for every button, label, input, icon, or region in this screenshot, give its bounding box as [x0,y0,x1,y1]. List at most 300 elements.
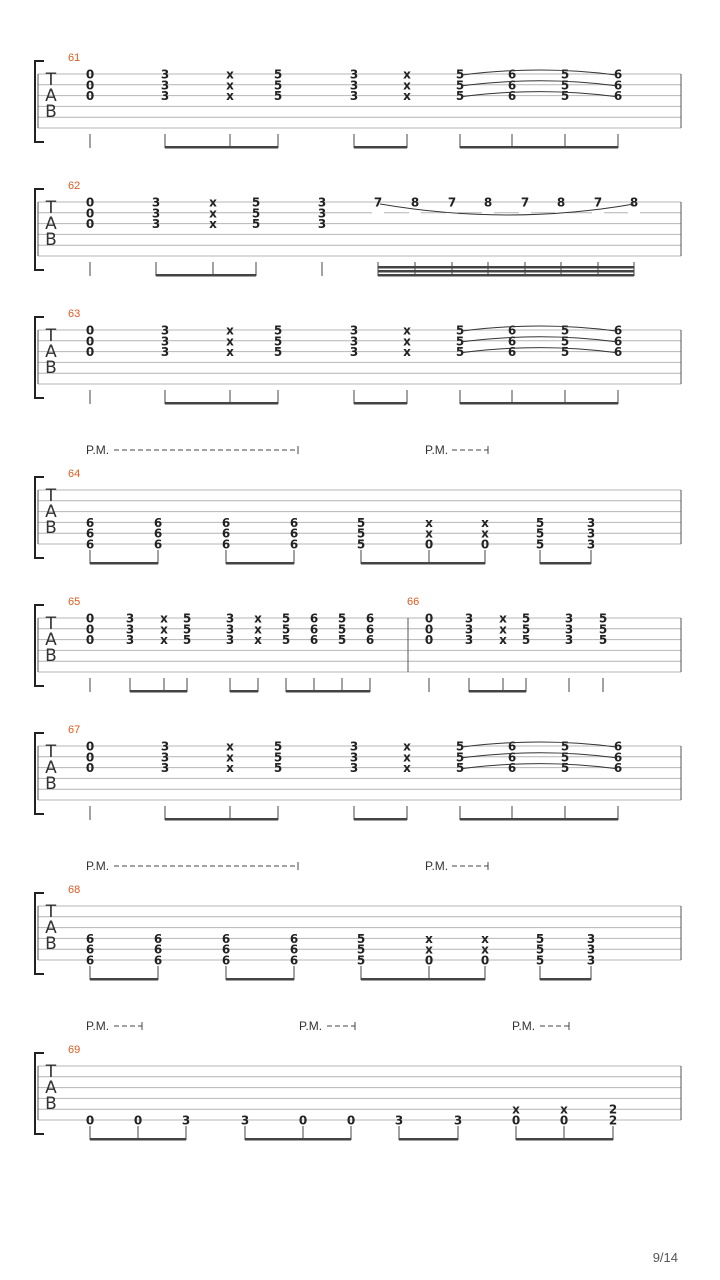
note-beam [460,146,618,149]
fret-number: 6 [289,537,299,552]
fret-number: 5 [273,323,283,338]
tab-clef-letter: B [45,358,57,378]
fret-number: 5 [273,739,283,754]
note-beam [378,274,634,277]
fret-number: 3 [125,611,135,626]
fret-number: 6 [153,953,163,968]
fret-number: 0 [85,195,95,210]
fret-number: 6 [507,323,517,338]
note-beam [460,818,618,821]
system-bracket [35,317,44,398]
fret-number: 3 [586,515,596,530]
fret-number: 6 [613,761,623,776]
fret-number: 6 [613,67,623,82]
fret-number: 6 [365,633,375,648]
fret-number: 0 [85,323,95,338]
fret-number: 3 [125,622,135,637]
fret-number: x [226,739,234,754]
fret-number: 6 [221,515,231,530]
fret-number: 6 [613,739,623,754]
measure-number: 68 [68,884,81,896]
fret-number: 6 [613,750,623,765]
tab-system [35,724,681,821]
tab-clef-letter: B [45,646,57,666]
fret-number: 3 [160,739,170,754]
fret-number: 5 [356,515,366,530]
fret-number: x [403,67,411,82]
fret-number: 3 [464,611,474,626]
fret-number: 3 [317,206,327,221]
note-beam [130,690,187,693]
tab-clef-letter: A [45,502,57,522]
palm-mute-label: P.M. [86,1019,110,1033]
note-beam [361,978,485,981]
fret-number: 3 [349,345,359,360]
fret-number: x [499,622,507,637]
fret-number: 5 [560,750,570,765]
note-beam [90,978,158,981]
fret-number: 5 [535,953,545,968]
tab-clef-letter: T [45,902,57,922]
fret-number: 5 [273,334,283,349]
fret-number: 5 [356,931,366,946]
fret-number: 6 [507,334,517,349]
measure-number: 65 [68,596,81,608]
fret-number: 5 [598,633,608,648]
fret-number: 6 [507,761,517,776]
fret-number: 3 [160,323,170,338]
fret-number: x [209,206,217,221]
fret-number: 6 [221,526,231,541]
fret-number: 6 [85,942,95,957]
fret-number: 2 [608,1102,618,1117]
fret-number: 5 [521,622,531,637]
fret-number: 0 [85,633,95,648]
fret-number: 5 [182,622,192,637]
fret-number: 0 [85,334,95,349]
fret-number: x [254,622,262,637]
fret-number: x [226,761,234,776]
fret-number: 3 [349,67,359,82]
fret-number: x [481,515,489,530]
tab-system [35,308,681,405]
fret-number: 6 [309,611,319,626]
fret-number: 5 [455,334,465,349]
tab-clef-letter: A [45,214,57,234]
fret-number: 3 [151,206,161,221]
fret-number: 0 [85,622,95,637]
fret-number: 0 [133,1113,143,1128]
tab-system [35,180,681,277]
fret-number: 6 [309,622,319,637]
tab-clef-letter: B [45,934,57,954]
fret-number: 5 [251,195,261,210]
fret-number: 5 [337,611,347,626]
fret-number: 6 [613,345,623,360]
fret-number: 5 [535,537,545,552]
measure-number: 61 [68,52,81,64]
system-bracket [35,189,44,270]
fret-number: x [226,67,234,82]
fret-number: 5 [273,67,283,82]
tab-system [35,1019,681,1141]
fret-number: 5 [598,622,608,637]
palm-mute-label: P.M. [512,1019,536,1033]
fret-number: 3 [160,750,170,765]
fret-number: 3 [349,739,359,754]
fret-number: x [403,334,411,349]
fret-number: 6 [507,739,517,754]
fret-number: 3 [151,195,161,210]
fret-number: 5 [598,611,608,626]
fret-number: 6 [153,537,163,552]
fret-number: 3 [564,633,574,648]
fret-number: 3 [349,78,359,93]
note-beam [165,818,278,821]
fret-number: 6 [153,526,163,541]
fret-number: 5 [455,67,465,82]
fret-number: 3 [586,942,596,957]
fret-number: x [226,345,234,360]
fret-number: x [160,622,168,637]
fret-number: x [209,217,217,232]
fret-number: 6 [85,953,95,968]
tab-system [35,859,681,981]
note-beam [90,1138,186,1141]
note-beam [399,1138,458,1141]
fret-number: 5 [251,206,261,221]
fret-number: x [403,89,411,104]
fret-number: 5 [281,633,291,648]
palm-mute-label: P.M. [299,1019,323,1033]
system-bracket [35,733,44,814]
fret-number: 6 [153,515,163,530]
note-beam [245,1138,351,1141]
fret-number: 3 [464,633,474,648]
fret-number: 3 [586,953,596,968]
measure-number: 69 [68,1044,81,1056]
fret-number: 5 [560,739,570,754]
note-beam [516,1138,613,1141]
measure-number: 64 [68,468,81,480]
fret-number: 0 [85,217,95,232]
fret-number: 0 [424,953,434,968]
fret-number: 5 [455,761,465,776]
fret-number: 3 [586,537,596,552]
tab-clef-letter: A [45,918,57,938]
fret-number: 5 [560,334,570,349]
fret-number: 6 [153,931,163,946]
fret-number: 6 [85,537,95,552]
fret-number: 6 [221,942,231,957]
fret-number: 0 [85,67,95,82]
fret-number: 5 [560,761,570,776]
tab-clef-letter: A [45,758,57,778]
fret-number: x [226,323,234,338]
system-bracket [35,605,44,686]
fret-number: 3 [586,931,596,946]
fret-number: 6 [365,611,375,626]
fret-number: 0 [511,1113,521,1128]
fret-number: 6 [613,323,623,338]
fret-number: 6 [365,622,375,637]
fret-number: x [226,334,234,349]
fret-number: 0 [559,1113,569,1128]
note-beam [540,562,591,565]
tab-clef-letter: B [45,1094,57,1114]
fret-number: 5 [521,611,531,626]
fret-number: 6 [507,67,517,82]
fret-number: 5 [560,78,570,93]
fret-number: 3 [181,1113,191,1128]
fret-number: 5 [535,942,545,957]
fret-number: 2 [608,1113,618,1128]
fret-number: 5 [273,761,283,776]
fret-number: 0 [424,537,434,552]
fret-number: 8 [410,195,420,210]
fret-number: 5 [273,78,283,93]
fret-number: 5 [455,78,465,93]
fret-number: 3 [394,1113,404,1128]
fret-number: 5 [356,953,366,968]
fret-number: x [160,611,168,626]
system-bracket [35,1053,44,1134]
fret-number: 3 [453,1113,463,1128]
fret-number: 6 [309,633,319,648]
fret-number: x [403,345,411,360]
tab-clef-letter: A [45,342,57,362]
note-beam [354,818,407,821]
fret-number: 5 [560,89,570,104]
fret-number: x [499,611,507,626]
fret-number: 5 [337,633,347,648]
fret-number: 5 [182,633,192,648]
tab-clef-letter: T [45,486,57,506]
system-bracket [35,893,44,974]
palm-mute-label: P.M. [86,859,110,873]
fret-number: x [499,633,507,648]
fret-number: 5 [337,622,347,637]
fret-number: x [403,750,411,765]
fret-number: 5 [455,739,465,754]
tab-clef-letter: A [45,630,57,650]
fret-number: 3 [240,1113,250,1128]
tab-system [35,596,681,693]
fret-number: 0 [85,345,95,360]
tab-clef-letter: T [45,326,57,346]
fret-number: 5 [455,345,465,360]
fret-number: 6 [221,931,231,946]
fret-number: 3 [160,345,170,360]
palm-mute-label: P.M. [425,859,449,873]
fret-number: 3 [586,526,596,541]
fret-number: x [160,633,168,648]
fret-number: 6 [507,750,517,765]
fret-number: 5 [273,750,283,765]
fret-number: 0 [85,1113,95,1128]
fret-number: 3 [317,217,327,232]
fret-number: x [481,526,489,541]
fret-number: 3 [160,67,170,82]
fret-number: x [254,633,262,648]
note-beam [165,146,278,149]
tab-system [35,443,681,565]
fret-number: 5 [535,931,545,946]
fret-number: 3 [225,611,235,626]
fret-number: 0 [298,1113,308,1128]
fret-number: 5 [560,345,570,360]
fret-number: 3 [225,622,235,637]
fret-number: 3 [317,195,327,210]
fret-number: 6 [289,526,299,541]
fret-number: x [403,761,411,776]
fret-number: 3 [564,622,574,637]
tab-clef-letter: B [45,102,57,122]
fret-number: 3 [564,611,574,626]
fret-number: 0 [346,1113,356,1128]
fret-number: 5 [281,611,291,626]
fret-number: x [226,78,234,93]
fret-number: x [425,515,433,530]
fret-number: 6 [289,515,299,530]
fret-number: 6 [221,953,231,968]
fret-number: 5 [273,89,283,104]
fret-number: 5 [535,515,545,530]
fret-number: 6 [85,526,95,541]
tab-clef-letter: A [45,1078,57,1098]
tab-clef-letter: T [45,614,57,634]
fret-number: 3 [125,633,135,648]
fret-number: 5 [281,622,291,637]
fret-number: 0 [85,739,95,754]
fret-number: x [481,942,489,957]
fret-number: x [481,931,489,946]
fret-number: 5 [356,526,366,541]
fret-number: 3 [464,622,474,637]
fret-number: 6 [153,942,163,957]
fret-number: x [425,942,433,957]
note-beam [156,274,256,277]
fret-number: 5 [521,633,531,648]
palm-mute-label: P.M. [425,443,449,457]
fret-number: 6 [613,334,623,349]
fret-number: 0 [424,622,434,637]
fret-number: 5 [535,526,545,541]
fret-number: 0 [424,633,434,648]
fret-number: x [209,195,217,210]
measure-number: 63 [68,308,81,320]
fret-number: 0 [85,750,95,765]
fret-number: 5 [182,611,192,626]
fret-number: 5 [560,67,570,82]
fret-number: 6 [221,537,231,552]
system-bracket [35,61,44,142]
tab-clef-letter: B [45,230,57,250]
fret-number: 3 [160,761,170,776]
fret-number: 0 [85,611,95,626]
fret-number: 5 [356,942,366,957]
fret-number: 3 [349,761,359,776]
fret-number: x [512,1102,520,1117]
fret-number: 5 [455,750,465,765]
fret-number: x [560,1102,568,1117]
fret-number: 0 [480,537,490,552]
fret-number: 5 [251,217,261,232]
fret-number: 6 [85,515,95,530]
systems-layer [35,52,681,1141]
palm-mute-label: P.M. [86,443,110,457]
fret-number: 5 [455,323,465,338]
fret-number: 6 [289,942,299,957]
fret-number: x [403,739,411,754]
note-beam [361,562,485,565]
fret-number: 6 [613,78,623,93]
fret-number: 6 [507,78,517,93]
fret-number: x [254,611,262,626]
fret-number: x [425,526,433,541]
note-beam [226,562,294,565]
note-beam [354,146,407,149]
fret-number: x [226,89,234,104]
tab-clef-letter: B [45,774,57,794]
fret-number: 7 [447,195,457,210]
note-beam [540,978,591,981]
fret-number: 0 [85,78,95,93]
fret-number: 3 [349,323,359,338]
page-number: 9/14 [652,1250,678,1265]
system-bracket [35,477,44,558]
fret-number: 3 [160,89,170,104]
fret-number: 5 [560,323,570,338]
fret-number: 0 [424,611,434,626]
fret-number: 3 [160,78,170,93]
fret-number: 3 [151,217,161,232]
note-beam [230,690,258,693]
fret-number: 3 [349,750,359,765]
fret-number: 7 [373,195,383,210]
fret-number: 6 [289,953,299,968]
fret-number: 7 [593,195,603,210]
fret-number: 0 [85,206,95,221]
measure-number: 67 [68,724,81,736]
measure-number: 66 [407,596,420,608]
tab-clef-letter: T [45,70,57,90]
note-beam [378,266,634,269]
fret-number: x [403,78,411,93]
fret-number: x [226,750,234,765]
note-beam [460,402,618,405]
fret-number: 5 [273,345,283,360]
fret-number: 3 [160,334,170,349]
fret-number: 3 [225,633,235,648]
fret-number: 6 [507,89,517,104]
fret-number: 6 [613,89,623,104]
measure-number: 62 [68,180,81,192]
tab-clef-letter: B [45,518,57,538]
tab-clef-letter: A [45,86,57,106]
fret-number: 3 [349,334,359,349]
fret-number: 8 [556,195,566,210]
fret-number: 0 [85,761,95,776]
note-beam [90,562,158,565]
tab-clef-letter: T [45,742,57,762]
note-beam [286,690,370,693]
fret-number: 6 [289,931,299,946]
fret-number: 3 [349,89,359,104]
fret-number: 0 [85,89,95,104]
fret-number: 0 [480,953,490,968]
fret-number: 8 [629,195,639,210]
